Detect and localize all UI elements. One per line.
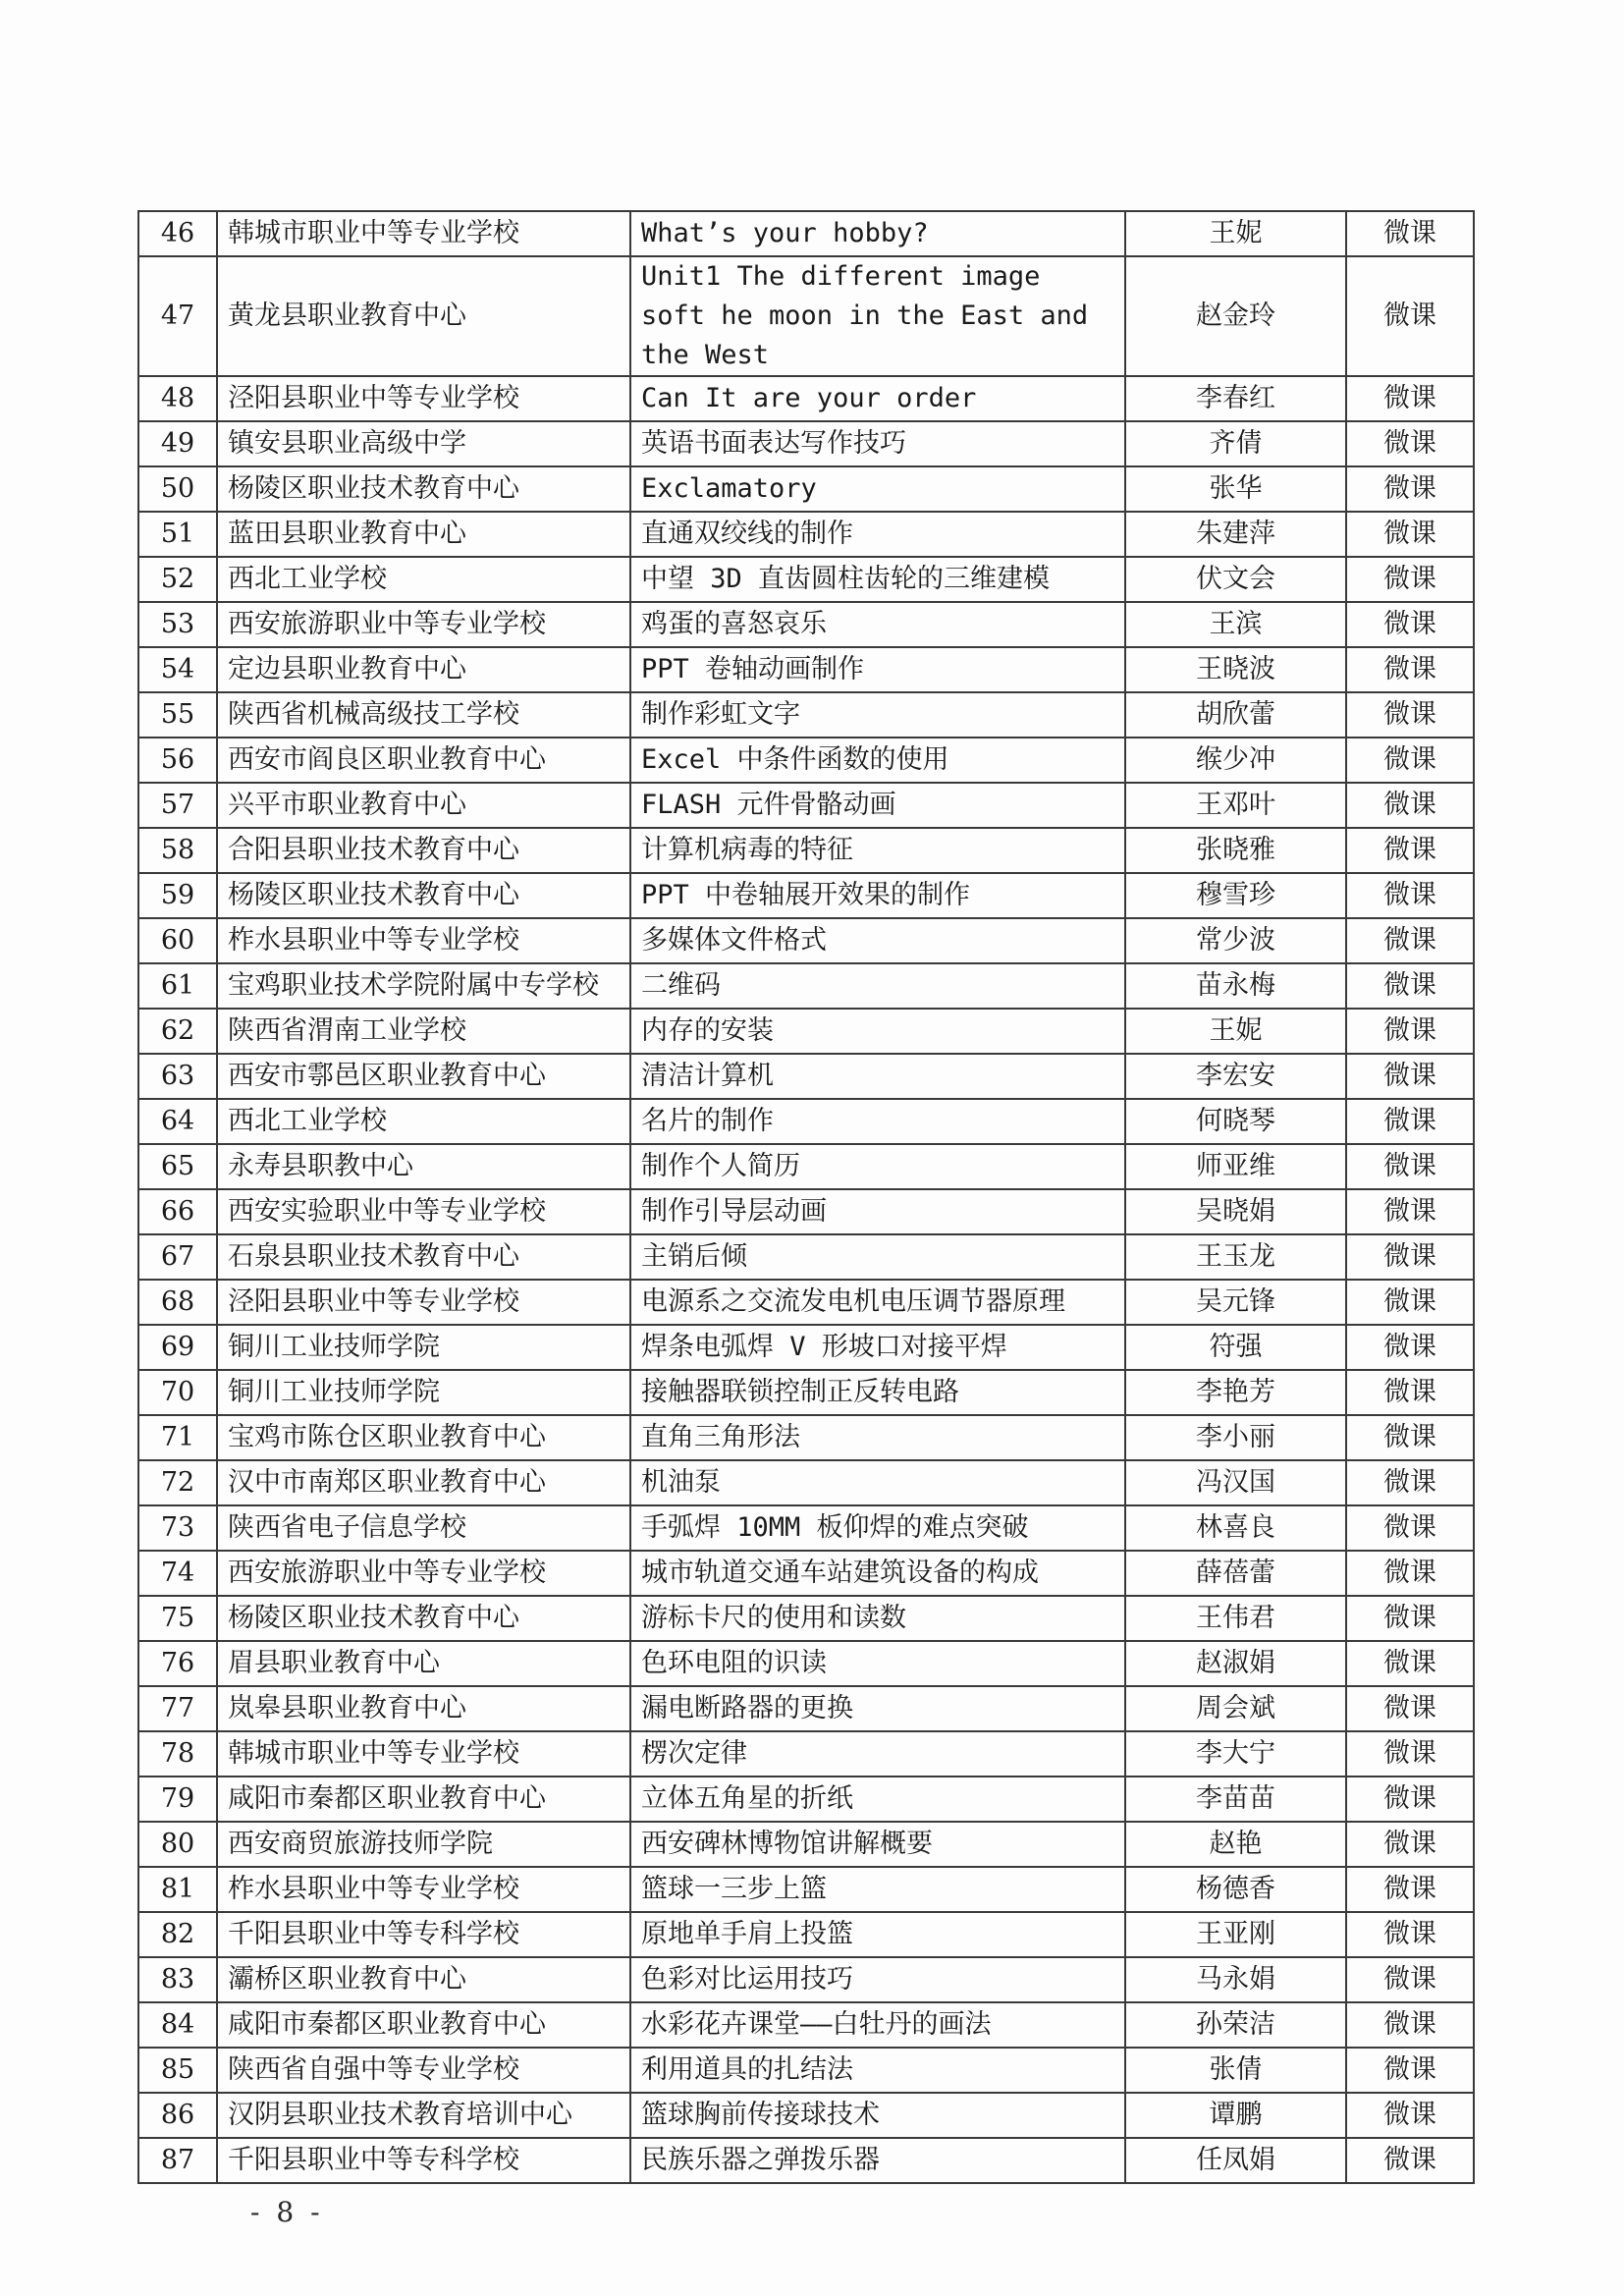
row-number-cell: 77 (138, 1686, 217, 1731)
work-title-cell: 篮球胸前传接球技术 (630, 2093, 1125, 2138)
type-cell: 微课 (1346, 783, 1474, 828)
type-cell: 微课 (1346, 602, 1474, 647)
row-number-cell: 87 (138, 2138, 217, 2183)
type-cell: 微课 (1346, 1009, 1474, 1054)
work-title-cell: 城市轨道交通车站建筑设备的构成 (630, 1551, 1125, 1596)
row-number-cell: 69 (138, 1325, 217, 1370)
work-title-cell: 楞次定律 (630, 1731, 1125, 1777)
row-number-cell: 83 (138, 1957, 217, 2002)
table-row (138, 1777, 1474, 1822)
work-title-cell: 民族乐器之弹拨乐器 (630, 2138, 1125, 2183)
work-title-cell: 机油泵 (630, 1460, 1125, 1505)
school-cell: 岚皋县职业教育中心 (217, 1686, 630, 1731)
school-cell: 陕西省电子信息学校 (217, 1505, 630, 1551)
type-cell: 微课 (1346, 2048, 1474, 2093)
author-cell: 薛蓓蕾 (1125, 1551, 1346, 1596)
work-title-cell: 漏电断路器的更换 (630, 1686, 1125, 1731)
row-number-cell: 78 (138, 1731, 217, 1777)
table-row (138, 421, 1474, 466)
school-cell: 泾阳县职业中等专业学校 (217, 1280, 630, 1325)
type-cell: 微课 (1346, 376, 1474, 421)
type-cell: 微课 (1346, 1054, 1474, 1099)
author-cell: 王妮 (1125, 211, 1346, 256)
author-cell: 何晓琴 (1125, 1099, 1346, 1144)
row-number-cell: 50 (138, 466, 217, 512)
work-title-cell: 焊条电弧焊 V 形坡口对接平焊 (630, 1325, 1125, 1370)
page-number: - 8 - (250, 2196, 324, 2228)
row-number-cell: 79 (138, 1777, 217, 1822)
school-cell: 黄龙县职业教育中心 (217, 256, 630, 376)
table-row (138, 918, 1474, 963)
school-cell: 韩城市职业中等专业学校 (217, 1731, 630, 1777)
author-cell: 常少波 (1125, 918, 1346, 963)
work-title-cell: 制作个人简历 (630, 1144, 1125, 1189)
table-row (138, 1099, 1474, 1144)
type-cell: 微课 (1346, 647, 1474, 692)
work-title-cell: 多媒体文件格式 (630, 918, 1125, 963)
author-cell: 王亚刚 (1125, 1912, 1346, 1957)
type-cell: 微课 (1346, 1957, 1474, 2002)
school-cell: 杨陵区职业技术教育中心 (217, 1596, 630, 1641)
work-title-cell: Unit1 The different image soft he moon in the East and the West (630, 256, 1125, 376)
table-row (138, 1731, 1474, 1777)
type-cell: 微课 (1346, 963, 1474, 1009)
work-title-cell: 主销后倾 (630, 1234, 1125, 1280)
row-number-cell: 80 (138, 1822, 217, 1867)
type-cell: 微课 (1346, 918, 1474, 963)
row-number-cell: 51 (138, 512, 217, 557)
author-cell: 孙荣洁 (1125, 2002, 1346, 2048)
row-number-cell: 56 (138, 738, 217, 783)
work-title-cell: 英语书面表达写作技巧 (630, 421, 1125, 466)
table-row (138, 647, 1474, 692)
work-title-cell: 篮球一三步上篮 (630, 1867, 1125, 1912)
author-cell: 师亚维 (1125, 1144, 1346, 1189)
work-title-cell: 中望 3D 直齿圆柱齿轮的三维建模 (630, 557, 1125, 602)
row-number-cell: 76 (138, 1641, 217, 1686)
author-cell: 李小丽 (1125, 1415, 1346, 1460)
school-cell: 眉县职业教育中心 (217, 1641, 630, 1686)
type-cell: 微课 (1346, 1731, 1474, 1777)
author-cell: 符强 (1125, 1325, 1346, 1370)
school-cell: 西安市鄠邑区职业教育中心 (217, 1054, 630, 1099)
row-number-cell: 63 (138, 1054, 217, 1099)
type-cell: 微课 (1346, 1189, 1474, 1234)
table-row (138, 1822, 1474, 1867)
type-cell: 微课 (1346, 692, 1474, 738)
type-cell: 微课 (1346, 512, 1474, 557)
row-number-cell: 55 (138, 692, 217, 738)
table-row (138, 1460, 1474, 1505)
table-row (138, 963, 1474, 1009)
row-number-cell: 60 (138, 918, 217, 963)
type-cell: 微课 (1346, 1415, 1474, 1460)
work-title-cell: Exclamatory (630, 466, 1125, 512)
table-body (138, 211, 1474, 2183)
school-cell: 杨陵区职业技术教育中心 (217, 466, 630, 512)
school-cell: 兴平市职业教育中心 (217, 783, 630, 828)
row-number-cell: 48 (138, 376, 217, 421)
table-row (138, 1189, 1474, 1234)
table-row (138, 1144, 1474, 1189)
author-cell: 缑少冲 (1125, 738, 1346, 783)
type-cell: 微课 (1346, 1505, 1474, 1551)
type-cell: 微课 (1346, 1370, 1474, 1415)
school-cell: 铜川工业技师学院 (217, 1370, 630, 1415)
author-cell: 李春红 (1125, 376, 1346, 421)
school-cell: 韩城市职业中等专业学校 (217, 211, 630, 256)
type-cell: 微课 (1346, 2138, 1474, 2183)
type-cell: 微课 (1346, 1777, 1474, 1822)
school-cell: 咸阳市秦都区职业教育中心 (217, 2002, 630, 2048)
type-cell: 微课 (1346, 256, 1474, 376)
author-cell: 苗永梅 (1125, 963, 1346, 1009)
row-number-cell: 84 (138, 2002, 217, 2048)
row-number-cell: 65 (138, 1144, 217, 1189)
school-cell: 陕西省机械高级技工学校 (217, 692, 630, 738)
school-cell: 汉中市南郑区职业教育中心 (217, 1460, 630, 1505)
school-cell: 西安实验职业中等专业学校 (217, 1189, 630, 1234)
table-row (138, 1867, 1474, 1912)
author-cell: 周会斌 (1125, 1686, 1346, 1731)
table-row (138, 256, 1474, 376)
type-cell: 微课 (1346, 1280, 1474, 1325)
row-number-cell: 52 (138, 557, 217, 602)
row-number-cell: 67 (138, 1234, 217, 1280)
author-cell: 齐倩 (1125, 421, 1346, 466)
work-title-cell: 接触器联锁控制正反转电路 (630, 1370, 1125, 1415)
work-title-cell: FLASH 元件骨骼动画 (630, 783, 1125, 828)
type-cell: 微课 (1346, 1686, 1474, 1731)
school-cell: 西北工业学校 (217, 557, 630, 602)
type-cell: 微课 (1346, 421, 1474, 466)
school-cell: 石泉县职业技术教育中心 (217, 1234, 630, 1280)
author-cell: 张倩 (1125, 2048, 1346, 2093)
row-number-cell: 58 (138, 828, 217, 873)
row-number-cell: 70 (138, 1370, 217, 1415)
author-cell: 王玉龙 (1125, 1234, 1346, 1280)
school-cell: 泾阳县职业中等专业学校 (217, 376, 630, 421)
table-row (138, 376, 1474, 421)
row-number-cell: 71 (138, 1415, 217, 1460)
author-cell: 李苗苗 (1125, 1777, 1346, 1822)
table-row (138, 1551, 1474, 1596)
author-cell: 任凤娟 (1125, 2138, 1346, 2183)
work-title-cell: 制作引导层动画 (630, 1189, 1125, 1234)
school-cell: 西安市阎良区职业教育中心 (217, 738, 630, 783)
type-cell: 微课 (1346, 738, 1474, 783)
type-cell: 微课 (1346, 1325, 1474, 1370)
table-row (138, 1596, 1474, 1641)
author-cell: 王晓波 (1125, 647, 1346, 692)
row-number-cell: 75 (138, 1596, 217, 1641)
row-number-cell: 61 (138, 963, 217, 1009)
author-cell: 张晓雅 (1125, 828, 1346, 873)
table-row (138, 873, 1474, 918)
type-cell: 微课 (1346, 1099, 1474, 1144)
row-number-cell: 62 (138, 1009, 217, 1054)
author-cell: 吴元锋 (1125, 1280, 1346, 1325)
author-cell: 赵艳 (1125, 1822, 1346, 1867)
table-row (138, 1325, 1474, 1370)
school-cell: 西北工业学校 (217, 1099, 630, 1144)
school-cell: 陕西省自强中等专业学校 (217, 2048, 630, 2093)
table-row (138, 783, 1474, 828)
work-title-cell: PPT 卷轴动画制作 (630, 647, 1125, 692)
work-title-cell: 名片的制作 (630, 1099, 1125, 1144)
row-number-cell: 53 (138, 602, 217, 647)
type-cell: 微课 (1346, 1822, 1474, 1867)
row-number-cell: 57 (138, 783, 217, 828)
row-number-cell: 72 (138, 1460, 217, 1505)
work-title-cell: 利用道具的扎结法 (630, 2048, 1125, 2093)
school-cell: 定边县职业教育中心 (217, 647, 630, 692)
author-cell: 王妮 (1125, 1009, 1346, 1054)
work-title-cell: What’s your hobby? (630, 211, 1125, 256)
author-cell: 赵淑娟 (1125, 1641, 1346, 1686)
work-title-cell: 色彩对比运用技巧 (630, 1957, 1125, 2002)
author-cell: 王邓叶 (1125, 783, 1346, 828)
table-row (138, 512, 1474, 557)
type-cell: 微课 (1346, 1596, 1474, 1641)
work-title-cell: PPT 中卷轴展开效果的制作 (630, 873, 1125, 918)
table-row (138, 1957, 1474, 2002)
school-cell: 杨陵区职业技术教育中心 (217, 873, 630, 918)
table-row (138, 2138, 1474, 2183)
type-cell: 微课 (1346, 557, 1474, 602)
table-row (138, 2002, 1474, 2048)
type-cell: 微课 (1346, 1912, 1474, 1957)
school-cell: 西安旅游职业中等专业学校 (217, 1551, 630, 1596)
work-title-cell: 原地单手肩上投篮 (630, 1912, 1125, 1957)
row-number-cell: 49 (138, 421, 217, 466)
author-cell: 林喜良 (1125, 1505, 1346, 1551)
type-cell: 微课 (1346, 466, 1474, 512)
type-cell: 微课 (1346, 1551, 1474, 1596)
row-number-cell: 81 (138, 1867, 217, 1912)
work-title-cell: 直通双绞线的制作 (630, 512, 1125, 557)
table-row (138, 2093, 1474, 2138)
row-number-cell: 64 (138, 1099, 217, 1144)
work-title-cell: 手弧焊 10MM 板仰焊的难点突破 (630, 1505, 1125, 1551)
author-cell: 李宏安 (1125, 1054, 1346, 1099)
table-row (138, 738, 1474, 783)
work-title-cell: 立体五角星的折纸 (630, 1777, 1125, 1822)
school-cell: 灞桥区职业教育中心 (217, 1957, 630, 2002)
table-row (138, 692, 1474, 738)
work-title-cell: 水彩花卉课堂——白牡丹的画法 (630, 2002, 1125, 2048)
row-number-cell: 59 (138, 873, 217, 918)
author-cell: 朱建萍 (1125, 512, 1346, 557)
row-number-cell: 82 (138, 1912, 217, 1957)
school-cell: 合阳县职业技术教育中心 (217, 828, 630, 873)
table-row (138, 1234, 1474, 1280)
work-title-cell: 西安碑林博物馆讲解概要 (630, 1822, 1125, 1867)
award-table (137, 210, 1475, 2184)
author-cell: 谭鹏 (1125, 2093, 1346, 2138)
work-title-cell: 内存的安装 (630, 1009, 1125, 1054)
school-cell: 千阳县职业中等专科学校 (217, 2138, 630, 2183)
school-cell: 西安旅游职业中等专业学校 (217, 602, 630, 647)
author-cell: 李大宁 (1125, 1731, 1346, 1777)
table-row (138, 211, 1474, 256)
table-row (138, 1009, 1474, 1054)
table-row (138, 1370, 1474, 1415)
row-number-cell: 73 (138, 1505, 217, 1551)
row-number-cell: 68 (138, 1280, 217, 1325)
school-cell: 咸阳市秦都区职业教育中心 (217, 1777, 630, 1822)
work-title-cell: 色环电阻的识读 (630, 1641, 1125, 1686)
school-cell: 蓝田县职业教育中心 (217, 512, 630, 557)
work-title-cell: Excel 中条件函数的使用 (630, 738, 1125, 783)
school-cell: 镇安县职业高级中学 (217, 421, 630, 466)
table-row (138, 828, 1474, 873)
type-cell: 微课 (1346, 1867, 1474, 1912)
table-row (138, 1054, 1474, 1099)
work-title-cell: 鸡蛋的喜怒哀乐 (630, 602, 1125, 647)
type-cell: 微课 (1346, 2093, 1474, 2138)
work-title-cell: 制作彩虹文字 (630, 692, 1125, 738)
author-cell: 穆雪珍 (1125, 873, 1346, 918)
work-title-cell: 清洁计算机 (630, 1054, 1125, 1099)
school-cell: 永寿县职教中心 (217, 1144, 630, 1189)
work-title-cell: 游标卡尺的使用和读数 (630, 1596, 1125, 1641)
school-cell: 铜川工业技师学院 (217, 1325, 630, 1370)
table-row (138, 1415, 1474, 1460)
table-row (138, 1505, 1474, 1551)
type-cell: 微课 (1346, 2002, 1474, 2048)
author-cell: 冯汉国 (1125, 1460, 1346, 1505)
type-cell: 微课 (1346, 873, 1474, 918)
type-cell: 微课 (1346, 1144, 1474, 1189)
table-row (138, 1686, 1474, 1731)
row-number-cell: 86 (138, 2093, 217, 2138)
author-cell: 马永娟 (1125, 1957, 1346, 2002)
table-row (138, 1912, 1474, 1957)
school-cell: 柞水县职业中等专业学校 (217, 1867, 630, 1912)
school-cell: 陕西省渭南工业学校 (217, 1009, 630, 1054)
work-title-cell: 计算机病毒的特征 (630, 828, 1125, 873)
author-cell: 杨德香 (1125, 1867, 1346, 1912)
school-cell: 西安商贸旅游技师学院 (217, 1822, 630, 1867)
author-cell: 赵金玲 (1125, 256, 1346, 376)
school-cell: 千阳县职业中等专科学校 (217, 1912, 630, 1957)
row-number-cell: 54 (138, 647, 217, 692)
author-cell: 王滨 (1125, 602, 1346, 647)
table-row (138, 2048, 1474, 2093)
type-cell: 微课 (1346, 1460, 1474, 1505)
table-row (138, 557, 1474, 602)
table-row (138, 1641, 1474, 1686)
author-cell: 吴晓娟 (1125, 1189, 1346, 1234)
school-cell: 宝鸡职业技术学院附属中专学校 (217, 963, 630, 1009)
type-cell: 微课 (1346, 211, 1474, 256)
row-number-cell: 74 (138, 1551, 217, 1596)
work-title-cell: 直角三角形法 (630, 1415, 1125, 1460)
school-cell: 汉阴县职业技术教育培训中心 (217, 2093, 630, 2138)
school-cell: 柞水县职业中等专业学校 (217, 918, 630, 963)
row-number-cell: 46 (138, 211, 217, 256)
work-title-cell: 二维码 (630, 963, 1125, 1009)
table-row (138, 1280, 1474, 1325)
author-cell: 张华 (1125, 466, 1346, 512)
table-row (138, 466, 1474, 512)
type-cell: 微课 (1346, 828, 1474, 873)
row-number-cell: 47 (138, 256, 217, 376)
type-cell: 微课 (1346, 1641, 1474, 1686)
table-row (138, 602, 1474, 647)
row-number-cell: 66 (138, 1189, 217, 1234)
author-cell: 李艳芳 (1125, 1370, 1346, 1415)
author-cell: 胡欣蕾 (1125, 692, 1346, 738)
author-cell: 伏文会 (1125, 557, 1346, 602)
school-cell: 宝鸡市陈仓区职业教育中心 (217, 1415, 630, 1460)
work-title-cell: 电源系之交流发电机电压调节器原理 (630, 1280, 1125, 1325)
row-number-cell: 85 (138, 2048, 217, 2093)
type-cell: 微课 (1346, 1234, 1474, 1280)
author-cell: 王伟君 (1125, 1596, 1346, 1641)
work-title-cell: Can It are your order (630, 376, 1125, 421)
